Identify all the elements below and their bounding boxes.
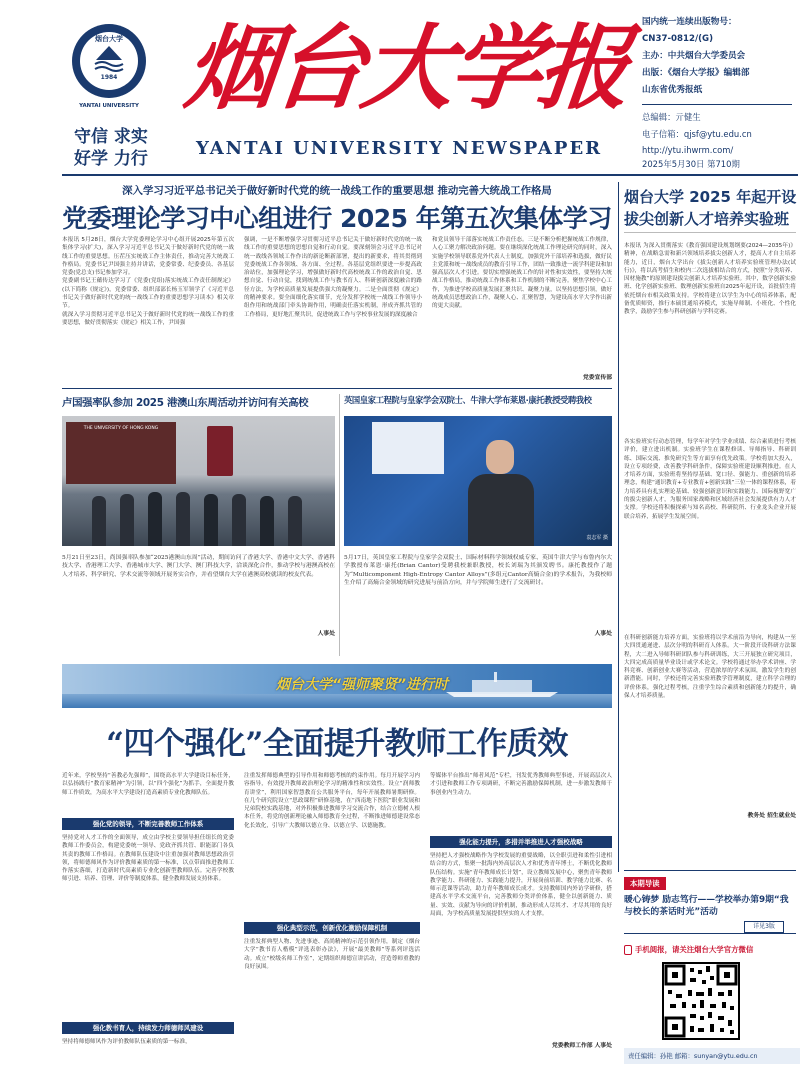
issue-date: 2025年5月30日 第710期 (642, 159, 740, 169)
publish-info-line: 主办：中共烟台大学委员会 (642, 51, 746, 61)
hk-group-photo (62, 416, 335, 546)
lead-col-1: 本报讯 5月28日，烟台大学党委理论学习中心组开展2025年第五次集体学习(扩大)，深入学习习近平总书记关于做好新时代党的统一战线工作的重要思想。压茬压实统战工作主体责任，推动完善大统战工作格局。党委书记尹国强主持并讲话，党委常委、纪委委员、各基层党委(党总支)书记参加学习。 党委副书记王蘊传达学习了《党委(党组)落实统战工作责任制规定》(以下简称《规定》)，党委常委、组织部部长杨玉军领学了《习近平总书记关于做好新时代党的统一战线工作的重要思想学习读本》相关章节。 就深入学习贯彻习近平总书记关于做好新时代党的统一战线工作的重要思想，做好贯彻落实《规定》相关工作，尹国强 (62, 237, 234, 326)
publish-info-box (642, 14, 792, 102)
uk-headline: 英国皇家工程院与皇家学会双院士、牛津大学布莱恩·康托教授受聘我校 (344, 395, 592, 405)
feature-col3-body: 坚持把人才强校战略作为学校发展的重要战略，以全职引进和柔性引进相结合的方式，集聚一批海内外高层次人才和优秀青年博士，不断优化教师队伍结构。实施“青年教师成长计划”，设立教师发展中心，聚焦青年教师教学能力、科研能力、实践能力提升，开展岗前培训、教学能力比赛、名师示范课等活动，助力青年教师成长成才。支持教师国内外访学研修，搭建高水平学术交流平台，完善教师分类评价体系，健全以创新能力、质量、实效、贡献为导向的评价机制，推动形成人尽其才、才尽其用的良好局面，为学校高质量发展提供坚实的人才支撑。 (430, 853, 612, 918)
side-headline-1: 烟台大学 2025 年起开设 (624, 188, 797, 206)
hk-byline: 人事处 (317, 631, 335, 637)
masthead-divider (62, 174, 798, 176)
footer-credits: 责任编辑：孙艳 邮箱：sunyan@ytu.edu.cn (628, 1052, 758, 1060)
hk-caption: 5月21日至23日，尚国强率队参加“2025港澳山东周”活动，期间访问了香港大学、香港中文大学、香港科技大学、香港理工大学、香港城市大学、澳门大学、澳门科技大学，洽谈深化合作，推动学校与港澳高校在人才培养、科学研究、学术交流等领域开展务实合作，并看望烟台大学在港澳高校就读的校友代表。 (62, 555, 335, 578)
side-body-1: 本报讯 为深入贯彻落实《教育强国建设规划纲要(2024—2035年)》精神，在战略急需和新兴领域培养拔尖创新人才，提高人才自主培养能力，近日，烟台大学出台《拔尖创新人才培养实验班管理办法(试行)》，将以高考招生和校内二次选拔相结合的方式，按照“分类培养、因材施教”的原则建设拔尖创新人才培养实验班。其中，数学创新实验班、化学创新实验班、数理创新实验班自2025年起开设，首批招生将依托烟台市相关政策支持。学校将建立以学生为中心的培养体系，配备优质师资，推行本硕贯通培养模式，实施导师制、小班化、个性化教学，鼓励学生参与科研创新与学科竞赛。 (624, 243, 796, 316)
lead-col-2: 强调，一是不断增强学习贯彻习近平总书记关于做好新时代党的统一战线工作的重要思想的思想自觉和行动自觉。要深刻领会习近平总书记对统一战线各领域工作作出的新论断新部署，提出的新要求，将其贯彻到党委统战工作各领域、各方面、全过程。各基层党组织要进一步提高政治站位，加强理论学习，增强做好新时代高校统战工作的政治自觉、思想自觉、行动自觉，找到统战工作与教书育人、科研创新深度融合的路径方法，为学校高质量发展提供强大的凝聚力。二是全面贯彻《规定》的精神要求。要全面细化落实细节，充分发挥学校统一战线工作领导小组作用和统战部门牵头协调作用，明确责任落实机制，形成齐抓共管的工作格局，更好地汇聚共识，促进统战工作与学校事业发展的深度融合 (244, 237, 422, 318)
side-story (624, 182, 796, 862)
newspaper-title: 烟台大学报 (180, 14, 632, 122)
logo-text-top: 烟台大学 (95, 35, 123, 43)
university-logo (72, 24, 146, 109)
notice-title: 暖心铸梦 励志笃行——学校举办第9期“我与校长的茶话时光”活动 (624, 895, 789, 917)
feature-col3-intro: 等媒体平台推出“师者风范”专栏，刊发优秀教师典型事迹，开展高层次人才引进和教师工作专项调研，不断完善激励保障机制，进一步激发教师干事创业内生动力。 (430, 773, 612, 796)
editor-in-chief: 总编辑：亓健生 (642, 112, 701, 122)
feature-col1-body: 坚持党对人才工作的全面领导，成立由学校主要领导担任组长的党委教师工作委员会，构建党委统一领导、党政齐抓共管、职能部门各负其责的教师工作格局。在教师队伍建设中注重加强对教师思想政治引领，将师德师风作为评价教师素质的第一标准，以点带面推进教师工作落实落细，打造新时代高素质专业化创新型教师队伍。完善学校教师引进、培养、管理、评价等制度体系，健全教师发展支持体系。 (62, 835, 234, 883)
feature-byline: 党委教师工作部 人事处 (552, 1043, 612, 1049)
qr-text: 手机阅报，请关注烟台大学官方微信 (635, 945, 754, 954)
logo-year: 1984 (100, 74, 118, 81)
publish-info-line: 出版：《烟台大学报》编辑部 (642, 68, 750, 78)
feature-headline: “四个强化”全面提升教师工作质效 (106, 726, 568, 762)
lead-kicker: 深入学习习近平总书记关于做好新时代党的统一战线工作的重要思想 推动完善大统战工作格局 (122, 185, 552, 197)
feature-banner-text: 烟台大学“强师聚贤”进行时 (275, 677, 449, 693)
footer-bar (624, 1048, 800, 1064)
lead-story (62, 182, 612, 384)
qr-section (624, 944, 796, 1044)
feature-subhead-4: 强化能力提升，多措并举推进人才强校战略 (430, 836, 612, 848)
side-byline: 教务处 招生就业处 (747, 813, 796, 819)
feature-subhead-1: 强化党的领导，不断完善教师工作体系 (62, 818, 234, 830)
notice-page-ref[interactable]: 详见3版 (744, 921, 784, 933)
logo-text-bottom: YANTAI UNIVERSITY (79, 103, 139, 109)
wechat-qr-code[interactable] (662, 962, 740, 1040)
notice-tag: 本期导读 (624, 877, 666, 890)
feature-col1-tail: 坚持将师德师风作为评价教师队伍素质的第一标准， (62, 1039, 191, 1045)
logo-en-name (70, 100, 150, 110)
lead-headline: 党委理论学习中心组进行 2025 年第五次集体学习 (62, 204, 612, 233)
feature-col1-intro: 近年来，学校坚持“善教必先强师”，围绕高水平大学建设目标任务，以弘扬践行“教育家精神”为引领，以“四个强化”为抓手，全面提升教师工作质效，为高水平大学建设打造高素质专业化教师队伍。 (62, 773, 234, 796)
feature-subhead-3: 强化典型示范，创新优化激励保障机制 (244, 922, 420, 934)
website-link[interactable]: http://ytu.ihwrm.com/ (642, 145, 734, 155)
publish-info-line: 国内统一连续出版物号： (642, 17, 737, 27)
uk-speaker-photo (344, 416, 612, 546)
publish-info-line: CN37-0812/(G) (642, 34, 713, 44)
feature-subhead-2: 强化教书育人，持续发力师德师风建设 (62, 1022, 234, 1034)
side-body-2: 各实验班实行动态管理，每学年对学生学业成绩、综合素质进行考核评价，建立进出机制。实验班学生在课程修读、导师指导、科研训练、国际交流、推免研究生等方面享有优先政策。学校将加大投入，设立专项经费，改善教学科研条件，保障实验班建设顺利推进。在人才培养方面，实验班将坚持厚基础、宽口径、强能力、重创新的培养理念，构建“通识教育+专业教育+创新实践”三位一体的课程体系，着力培养具有扎实理论基础、较强创新意识和实践能力、国际视野宽广的拔尖创新人才，为服务国家战略和区域经济社会发展提供有力人才支撑。学校还将积极探索与知名高校、科研院所、行业龙头企业开展联合培养，拓展学生发展空间。 (624, 439, 796, 520)
story-hk (62, 394, 335, 664)
notice-box[interactable] (624, 870, 796, 934)
lead-byline: 党委宣传部 (583, 375, 612, 381)
uk-photo-credit: 袁志军 摄 (586, 535, 608, 541)
side-headline-2: 拔尖创新人才培养实验班 (624, 210, 790, 228)
contact-email: 电子信箱：qjsf@ytu.edu.cn (642, 129, 752, 139)
publish-info-line: 山东省优秀报纸 (642, 85, 703, 95)
hk-headline: 卢国强率队参加 2025 港澳山东周活动并访问有关高校 (62, 397, 309, 409)
uk-caption: 5月17日，英国皇家工程院与皇家学会双院士、国际材料科学领域权威专家、英国牛津大学与布鲁内尔大学教授布莱恩·康托(Brian Cantor)受聘我校兼职教授，校长刘瑞为其颁发聘书。康托教授作了题为“Multicomponent High-Entropy Cantor Alloys”(多组元Cantor高熵合金)的学术报告，为我校师生介绍了高熵合金领域的研究进展与前沿方向，并与学院师生进行了交流研讨。 (344, 555, 612, 587)
motto-line-1: 守信 求实 (74, 127, 148, 147)
lead-col-3: 和党员领导干部落实统战工作责任态。三是不断分析把握统战工作规律，人心工聚力解决政治问题。要在继续深化统战工作理论研究的同时，深入实施学校领导联系党外代表人士制度，加强党外干部培养和选拔，做好民主党派和统一战线成员的教育引导工作，团结一致推进一流学科建设和加强高层次人才引进。要切实增强统战工作的针对性和实效性，要坚持大统战工作格局，推动统战工作体系和工作机制的不断完善。聚焦学校中心工作，为推进学校高质量发展汇聚共识、凝聚力量，以坚持思想引领，做好统战成员思想政治工作，凝聚人心、汇聚智慧，为建设高水平大学作出新的更大贡献。 (432, 237, 612, 310)
masthead (0, 0, 800, 172)
feature-col2-tail: 注重发挥典型人物、先进事迹、高尚精神的示范引领作用，制定《烟台大学“教书育人楷模”评选表彰办法》，开展“最美教师”等系列评选活动。成立“校级名师工作室”，定期组织师德宣讲活动，营造尊师重教的良好氛围。 (244, 939, 420, 970)
newspaper-title-en: YANTAI UNIVERSITY NEWSPAPER (196, 138, 603, 159)
uk-byline: 人事处 (594, 631, 612, 637)
feature-banner (62, 664, 612, 708)
hk-photo-label: THE UNIVERSITY OF HONG KONG (83, 426, 159, 431)
feature-col2-body: 注重发挥师德典型的引导作用和师德考核的约束作用。每月开展学习内容指导，有效提升教师政治理论学习的精准性和实效性。设立“润师教育讲堂”，利用国家智慧教育公共服务平台，每年开展教师暑期研修。在几个研究院设立“思政课程”研修基地，在“西南地下医院”职业发展和兄弟院校实践基地，对外积极推进教师学习交流合作，结合立德树人根本任务，将党的创新理论融入师德教育全过程，不断推进师德建设常态化长效化，引导广大教师以德立身、以德立学、以德施教。 (244, 773, 420, 829)
side-body-3: 在科研创新能力培养方面，实验班将以学术前沿为导向，构建从一至大四贯通递进、层次分明的科研育人体系。大一阶段开设科研方法课程，大二进入导师科研团队参与科研训练，大三开展独立研究项目，大四完成高质量毕业设计或学术论文。学校将通过举办学术讲座、学科竞赛、创新创业大赛等活动，营造浓厚的学术氛围，激发学生的创新潜能。同时，学校还将完善实验班教学管理制度，建立科学合理的评价体系，强化过程考核，注重学生综合素质和创新能力的提升，确保人才培养质量。 (624, 635, 796, 700)
phone-icon (624, 945, 632, 955)
logo-emblem-icon (92, 44, 126, 74)
story-uk (344, 394, 612, 664)
motto-line-2: 好学 力行 (74, 149, 148, 169)
